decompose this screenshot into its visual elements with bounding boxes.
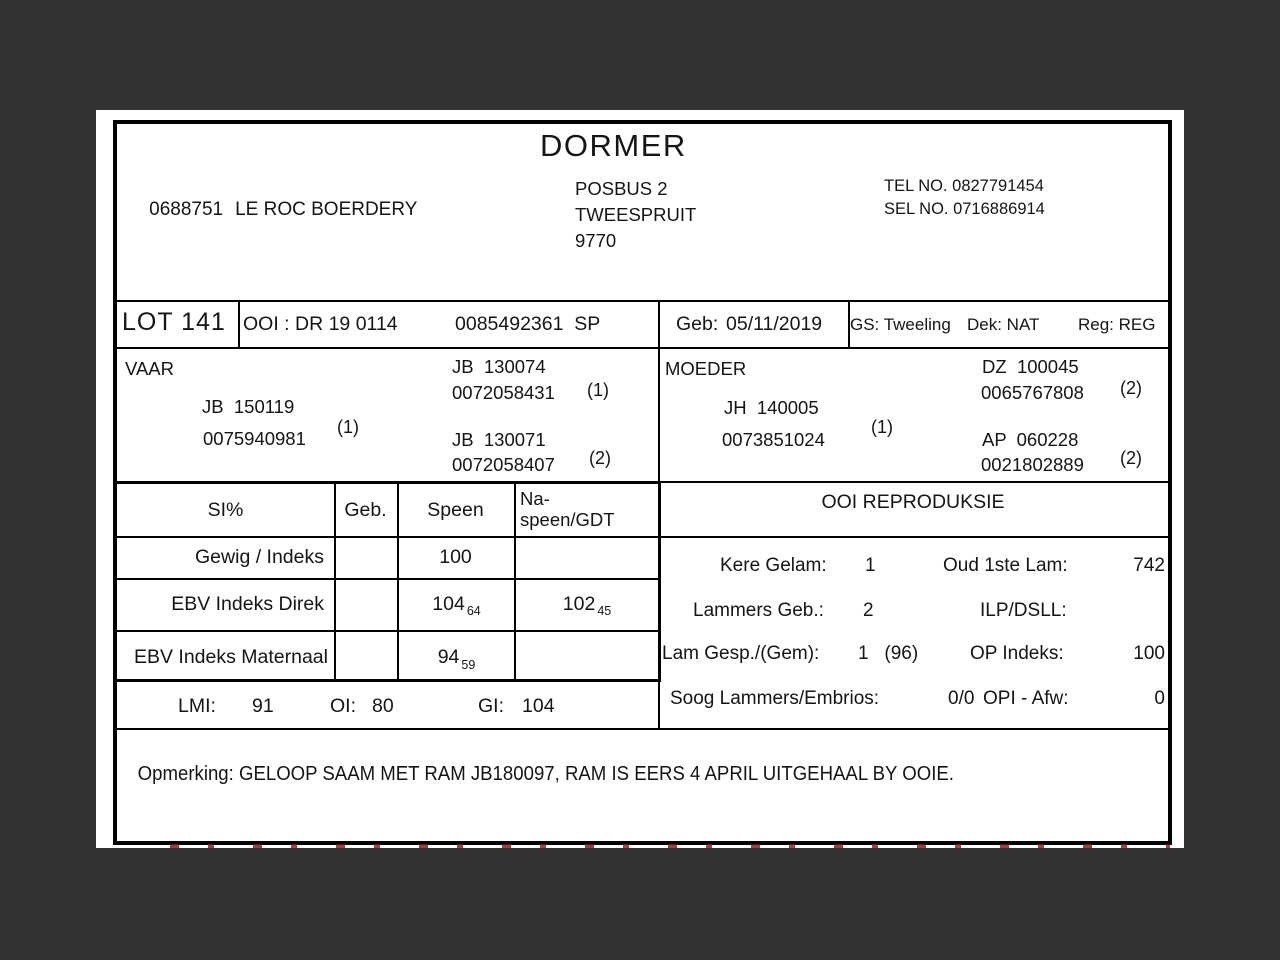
dam-id: JH 140005 xyxy=(724,397,819,418)
sire-sire-id: JB 130074 xyxy=(452,356,546,377)
lmi-value: 91 xyxy=(252,695,274,717)
lot-cell-divider xyxy=(238,300,240,349)
lot-row-top-line xyxy=(117,300,1168,302)
repro-label: Lammers Geb.: xyxy=(693,600,824,621)
dam-section-label: MOEDER xyxy=(665,358,747,379)
sire-sire-note: (1) xyxy=(587,380,609,400)
dam-sire-id: DZ 100045 xyxy=(982,356,1079,377)
table-row xyxy=(117,578,658,630)
geb-value xyxy=(334,536,397,578)
speen-value: 104 $_{64}$ xyxy=(432,592,481,618)
col-header-naspeen: Na- speen/GDT xyxy=(520,488,615,530)
naspeen-value xyxy=(514,630,658,685)
remark-label: Opmerking: xyxy=(137,763,234,785)
row-label: Gewig / Indeks xyxy=(195,545,324,568)
dam-sire-note: (2) xyxy=(1120,378,1142,398)
repro-label: OP Indeks: xyxy=(970,643,1064,664)
sire-sire-reg: 0072058431 xyxy=(452,382,555,403)
oi-label: OI: xyxy=(330,695,357,717)
dam-note: (1) xyxy=(871,417,893,437)
breed-title: DORMER xyxy=(540,128,687,163)
sire-dam-id: JB 130071 xyxy=(452,429,546,450)
reproduction-title: OOI REPRODUKSIE xyxy=(821,491,1005,513)
repro-label: Oud 1ste Lam: xyxy=(943,555,1068,576)
breeder-number: 0688751 xyxy=(149,199,224,220)
repro-value: 0 xyxy=(1154,688,1165,709)
table-row xyxy=(117,630,658,685)
repro-value: 1 (96) xyxy=(858,643,919,664)
accuracy-subscript: 45 xyxy=(597,604,612,618)
remark-line xyxy=(117,740,954,809)
repro-label: Lam Gesp./(Gem): xyxy=(662,643,820,664)
sire-section-label: VAAR xyxy=(125,358,175,379)
breeder-line xyxy=(128,177,417,243)
sire-dam-note: (2) xyxy=(589,448,611,468)
col-header-si: SI% xyxy=(207,498,244,521)
breeder-name: LE ROC BOERDERY xyxy=(235,199,418,220)
row-label: EBV Indeks Direk xyxy=(171,592,324,615)
col-header-geb: Geb. xyxy=(344,498,387,521)
repro-label: ILP/DSLL: xyxy=(980,600,1067,621)
speen-value: 94 $_{59}$ xyxy=(437,646,476,672)
row-label: EBV Indeks Maternaal xyxy=(133,646,328,668)
indices-row xyxy=(117,695,658,728)
address-line: TWEESPRUIT xyxy=(575,204,697,225)
table-header-row xyxy=(117,484,658,536)
sire-id: JB 150119 xyxy=(202,396,295,417)
birth-status: GS: Tweeling xyxy=(850,315,951,334)
sire-note: (1) xyxy=(337,417,359,437)
naspeen-value: 102 $_{45}$ xyxy=(562,592,612,618)
gi-value: 104 xyxy=(522,695,555,717)
repro-row xyxy=(658,643,1168,669)
repro-label: OPI - Afw: xyxy=(983,688,1069,709)
repro-header-line xyxy=(658,536,1168,538)
index-table xyxy=(117,481,661,682)
gi-label: GI: xyxy=(478,695,505,717)
catalog-card xyxy=(113,120,1172,845)
geb-value xyxy=(334,630,397,685)
lot-row-bottom-line xyxy=(117,347,1168,349)
cell-number: SEL NO. 0716886914 xyxy=(884,200,1045,218)
repro-label: Soog Lammers/Embrios: xyxy=(670,688,880,709)
birthdate-label: Geb: xyxy=(676,313,719,335)
repro-value: 0/0 xyxy=(948,688,975,709)
table-row xyxy=(117,536,658,578)
registration-status: Reg: REG xyxy=(1078,315,1156,334)
repro-value: 100 xyxy=(1133,643,1165,664)
accuracy-subscript: 64 xyxy=(466,604,481,618)
repro-value: 2 xyxy=(863,600,874,621)
dam-reg: 0073851024 xyxy=(722,429,825,450)
tel-number: TEL NO. 0827791454 xyxy=(884,177,1044,195)
dam-dam-note: (2) xyxy=(1120,448,1142,468)
birthdate-value: 05/11/2019 xyxy=(726,313,823,335)
mating-type: Dek: NAT xyxy=(967,315,1040,334)
naspeen-value xyxy=(514,536,658,578)
remark-text: GELOOP SAAM MET RAM JB180097, RAM IS EERS 4 APRIL UITGEHAAL BY OOIE. xyxy=(238,763,954,785)
repro-row xyxy=(658,555,1168,581)
dam-dam-reg: 0021802889 xyxy=(981,454,1084,475)
speen-value: 100 xyxy=(439,545,472,568)
sire-reg: 0075940981 xyxy=(203,428,306,449)
oi-value: 80 xyxy=(372,695,394,717)
contact-numbers xyxy=(884,175,1045,221)
dam-sire-reg: 0065767808 xyxy=(981,382,1084,403)
col-header-speen: Speen xyxy=(427,498,484,521)
clipped-red-print xyxy=(170,844,1170,848)
repro-row xyxy=(658,600,1168,626)
lmi-label: LMI: xyxy=(178,695,216,717)
accuracy-subscript: 59 xyxy=(461,657,476,672)
animal-registration: 0085492361 SP xyxy=(455,313,601,335)
geb-value xyxy=(334,578,397,630)
lot-number: LOT 141 xyxy=(122,308,226,336)
postal-address xyxy=(575,176,696,254)
repro-row xyxy=(658,688,1168,714)
address-line: POSBUS 2 xyxy=(575,178,668,199)
repro-value: 742 xyxy=(1133,555,1165,576)
repro-value: 1 xyxy=(865,555,876,576)
animal-id: OOI : DR 19 0114 xyxy=(243,313,398,335)
dam-dam-id: AP 060228 xyxy=(982,429,1079,450)
address-line: 9770 xyxy=(575,230,617,251)
sire-dam-reg: 0072058407 xyxy=(452,454,555,475)
remark-top-line xyxy=(117,728,1168,730)
repro-label: Kere Gelam: xyxy=(720,555,827,576)
